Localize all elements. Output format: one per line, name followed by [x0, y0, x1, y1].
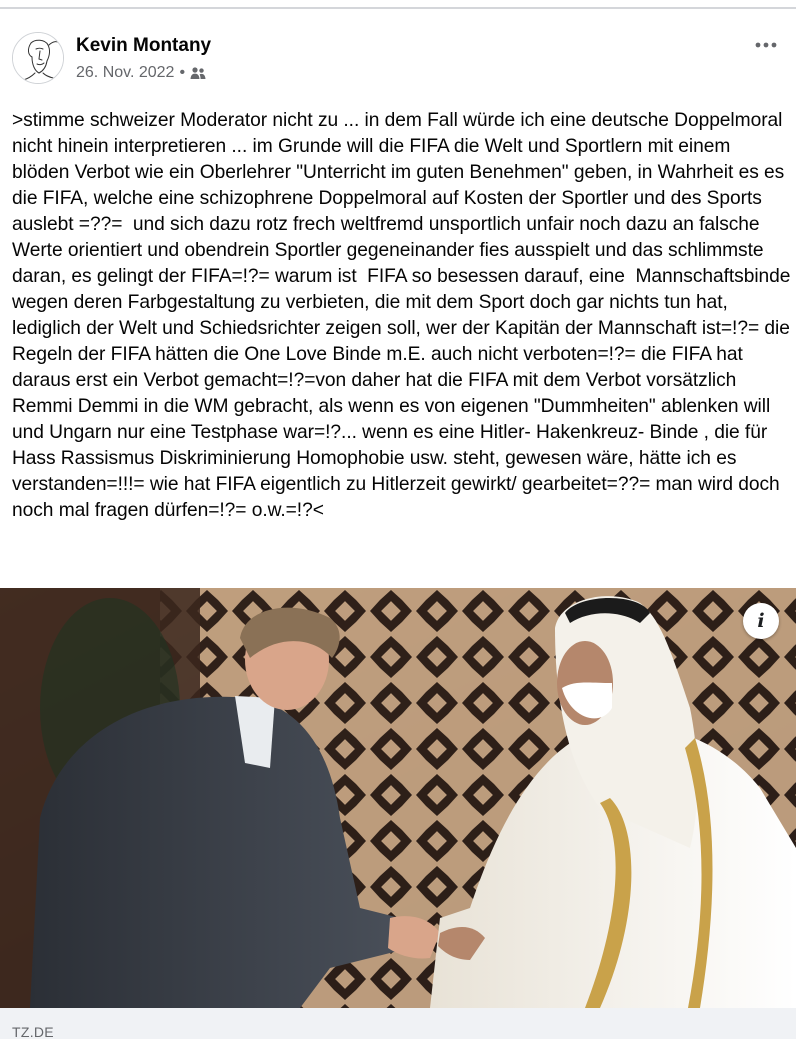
info-button[interactable]: i [743, 603, 779, 639]
handshake-photo [0, 588, 796, 1008]
author-name[interactable]: Kevin Montany [76, 35, 212, 56]
more-options-button[interactable] [748, 34, 784, 56]
post-text: >stimme schweizer Moderator nicht zu ... in dem Fall würde ich eine deutsche Doppelmoral nicht hinein interpretieren ... im Grunde will die FIFA die Welt und Sportlern mit einem blöden Verbot wie ein Oberlehrer "Unterricht im guten Benehmen" geben, in Wahrheit es es die FIFA, welche eine schizophrene Doppelmoral auf Kosten der Sportler und des Sports auslebt =??= und sich dazu rotz frech weltfremd unsportlich unfair noch dazu an falsche Werte orientiert und obendrein Sportler gegeneinander fies ausspielt und das schlimmste daran, es gelingt der FIFA=!?= warum ist FIFA so besessen darauf, eine Mannschaftsbinde wegen deren Farbgestaltung zu verbieten, die mit dem Sport doch gar nichts tun hat, lediglich der Welt und Schiedsrichter zeigen soll, wer der Kapitän der Mannschaft ist=!?= die Regeln der FIFA hätten die One Love Binde m.E. auch nicht verboten=!?= die FIFA hat daraus erst ein Verbot gemacht=!?=von daher hat die FIFA mit dem Verbot vorsätzlich Remmi Demmi in die WM gebracht, als wenn es von eigenen "Dummheiten" ablenken will und Ungarn nur eine Testphase war=!?... wenn es eine Hitler- Hakenkreuz- Binde , die für Hass Rassismus Diskriminierung Homophobie usw. steht, gewesen wäre, hätte ich es verstanden=!!!= wie hat FIFA eigentlich zu Hitlerzeit gewirkt/ gearbeitet=??= man wird doch noch mal fragen dürfen=!?= o.w.=!?< [12, 110, 796, 521]
link-preview-footer[interactable] [0, 1008, 796, 1039]
top-divider [0, 0, 796, 9]
post-header [12, 32, 784, 92]
friends-icon [190, 66, 206, 80]
avatar[interactable] [12, 32, 64, 84]
link-preview-image[interactable] [0, 588, 796, 1008]
link-domain: TZ.DE [12, 1024, 54, 1040]
post-date[interactable]: 26. Nov. 2022 [76, 64, 175, 81]
meta-separator: • [179, 64, 186, 81]
more-dots-icon [754, 41, 778, 49]
post-meta [76, 64, 206, 82]
avatar-sketch-icon [13, 33, 64, 84]
